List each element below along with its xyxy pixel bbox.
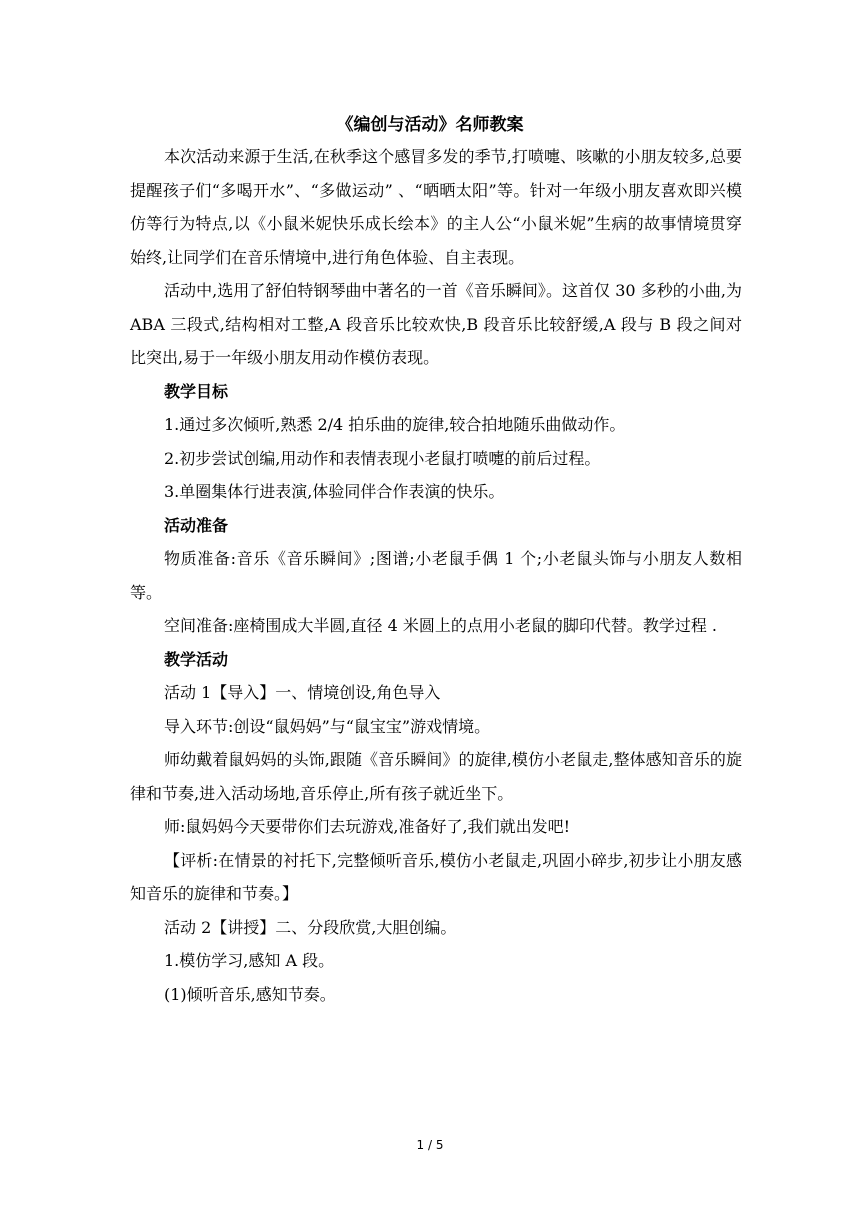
paragraph: 本次活动来源于生活,在秋季这个感冒多发的季节,打喷嚏、咳嗽的小朋友较多,总要提醒孩子们“多喝开水”、“多做运动” 、“晒晒太阳”等。针对一年级小朋友喜欢即兴模仿等行为特点,以《小鼠米妮快乐成长绘本》的主人公“小鼠米妮”生病的故事情境贯穿始终,让同学们在音乐情境中,进行角色体验、自主表现。 [130,147,742,267]
paragraph: 3.单圈集体行进表演,体验同伴合作表演的快乐。 [164,482,505,501]
document-title: 《编创与活动》名师教案 [336,115,524,135]
paragraph: 师:鼠妈妈今天要带你们去玩游戏,准备好了,我们就出发吧! [164,817,570,836]
paragraph: (1)倾听音乐,感知节奏。 [164,984,336,1004]
paragraph: 师幼戴着鼠妈妈的头饰,跟随《音乐瞬间》的旋律,模仿小老鼠走,整体感知音乐的旋律和节奏,进入活动场地,音乐停止,所有孩子就近坐下。 [130,750,742,803]
paragraph: 2.初步尝试创编,用动作和表情表现小老鼠打喷嚏的前后过程。 [164,448,601,468]
paragraph: 1.模仿学习,感知 A 段。 [164,951,335,970]
paragraph: 活动 2【讲授】二、分段欣赏,大胆创编。 [164,917,457,937]
paragraph: 空间准备:座椅围成大半圆,直径 4 米圆上的点用小老鼠的脚印代替。教学过程 . [164,616,718,635]
paragraph: 【评析:在情景的衬托下,完整倾听音乐,模仿小老鼠走,巩固小碎步,初步让小朋友感知音乐的旋律和节奏。】 [130,850,742,903]
paragraph: 活动 1【导入】一、情境创设,角色导入 [164,683,441,702]
section-heading: 教学目标 [164,381,229,401]
section-heading: 活动准备 [164,515,229,535]
section-heading: 教学活动 [164,649,229,669]
document-body [130,140,742,1011]
paragraph: 1.通过多次倾听,熟悉 2/4 拍乐曲的旋律,较合拍地随乐曲做动作。 [164,415,626,434]
page-number: 1 / 5 [416,1138,444,1152]
paragraph: 导入环节:创设“鼠妈妈”与“鼠宝宝”游戏情境。 [164,716,491,736]
paragraph: 活动中,选用了舒伯特钢琴曲中著名的一首《音乐瞬间》。这首仅 30 多秒的小曲,为 ABA 三段式,结构相对工整,A 段音乐比较欢快,B 段音乐比较舒缓,A 段与 B 段之间对比突出,易于一年级小朋友用动作模仿表现。 [130,281,742,367]
paragraph: 物质准备:音乐《音乐瞬间》;图谱;小老鼠手偶 1 个;小老鼠头饰与小朋友人数相等。 [130,549,742,602]
